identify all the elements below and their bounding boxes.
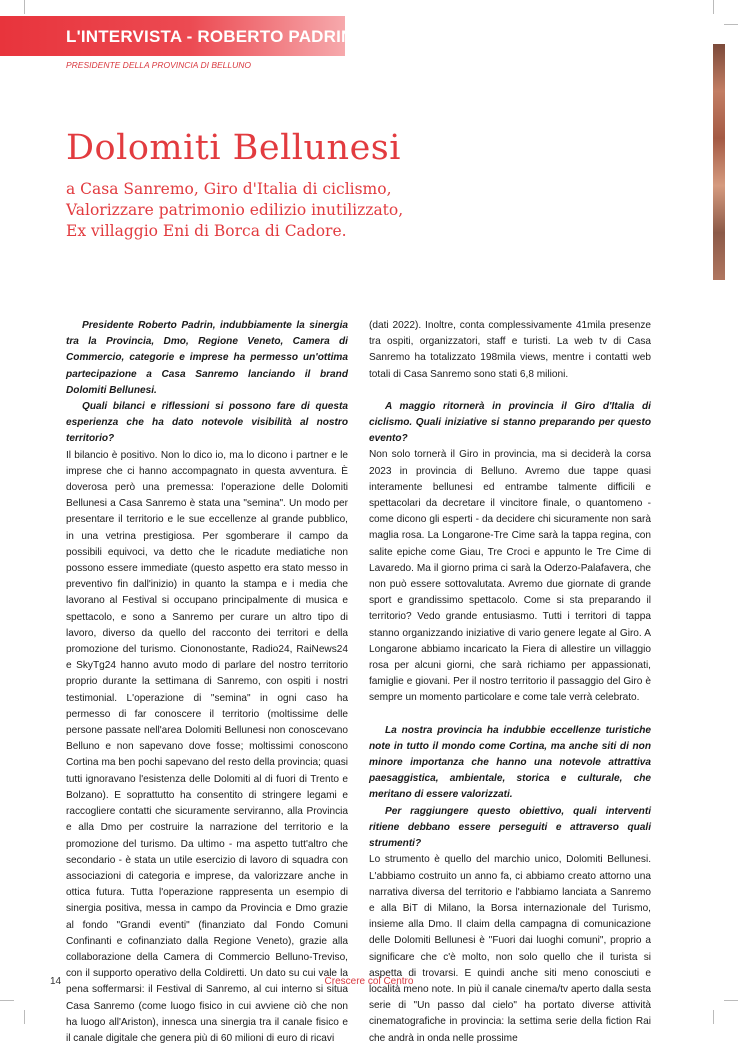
question: Quali bilanci e riflessioni si possono fare di questa esperienza che ha dato notevole visibilità al nostro territorio? (66, 401, 348, 445)
subtitle-line: a Casa Sanremo, Giro d'Italia di ciclismo, (66, 180, 392, 198)
question-intro: Presidente Roberto Padrin, indubbiamente la sinergia tra la Provincia, Dmo, Regione Veneto, Camera di Commercio, categorie e imprese ha permesso un'ottima partecipazione a Casa Sanremo lanciando il brand Dolomiti Bellunesi. (66, 320, 348, 396)
crop-mark (724, 1000, 738, 1001)
crop-mark (24, 0, 25, 14)
right-column (369, 318, 651, 1047)
subtitle-line: Valorizzare patrimonio edilizio inutilizzato, (66, 201, 404, 219)
article-title: Dolomiti Bellunesi (66, 128, 401, 168)
answer-paragraph: Il bilancio è positivo. Non lo dico io, ma lo dicono i partner e le imprese che ci hanno accompagnato in questa avventura. È doverosa però una premessa: l'operazione delle Dolomiti Bellunesi a Casa Sanremo è stata una "semina". Un modo per presentare il territorio e le sue eccellenze al grande pubblico, in una vetrina prestigiosa. Per sgomberare il campo da possibili equivoci, va detto che le ricadute mediatiche non possono essere immediate (questo aspetto era stato messo in preventivo fin dall'inizio) in quanto la stampa e i media che lavorano al Festival si occupano principalmente di musica e spettacolo, e sono a Sanremo per curare un altro tipo di lavoro, diverso da quello del racconto dei territori e della promozione del turismo. Ciononostante, Radio24, RaiNews24 e SkyTg24 hanno avuto modo di parlare del nostro territorio proprio durante la settimana di Sanremo, con ospiti i nostri testimonial. L'operazione di "semina" in ogni caso ha permesso di far conoscere il territorio (moltissime delle persone passate nell'area Dolomiti Bellunesi non conoscevano Belluno e non sapevano dove fosse; moltissimi conoscono Cortina ma ben pochi sapevano del resto della provincia; quasi tutti ignoravano l'esistenza delle Dolomiti al di fuori di Trento e Bolzano). E soprattutto ha consentito di stringere legami e raccogliere contatti che sicuramente serviranno, alla Provincia e alla Dmo per costruire la narrazione del territorio e la promozione del turismo. Da ultimo - ma aspetto tutt'altro che secondario - è stata un utile esercizio di lavoro di squadra con associazioni di categoria e imprese, da valorizzare anche in ottica futura. Tutta l'operazione rappresenta un esempio di sinergia positiva, messa in campo da Provincia e Dmo grazie al fondo "Grandi eventi" (finanziato dal Fondo Comuni Confinanti e cofinanziato dalla Regione Veneto), grazie alla collaborazione della Camera di Commercio Belluno-Treviso, con il supporto operativo della Coldiretti. Un dato su cui vale la pena soffermarsi: il Festival di Sanremo, al cui interno si situa Casa Sanremo (come luogo fisico in cui avviene ciò che non ha luogo all'Ariston), innesca una sinergia tra il canale fisico e il canale digitale che genera più di 60 milioni di euro di ricavi (66, 449, 348, 1044)
crop-mark (713, 1010, 714, 1024)
left-column (66, 318, 348, 1047)
crop-mark (0, 1000, 14, 1001)
crop-mark (713, 0, 714, 14)
answer-paragraph: Non solo tornerà il Giro in provincia, ma si deciderà la corsa 2023 in provincia di Belluno. Avremo due tappe quasi interamente bellunesi ed entrambe talmente difficili e spettacolari da decretare il vincitore finale, o quantomeno - come dicono gli esperti - da decidere chi sicuramente non sarà maglia rosa. La Longarone-Tre Cime sarà la tappa regina, con salite epiche come Giau, Tre Croci e appunto le Tre Cime di Lavaredo. Ma il giorno prima ci sarà la Oderzo-Palafavera, che non può essere sottovalutata. Avremo due giornate di grande sport e grandissimo spettacolo. Come si sta preparando il territorio? Vedo grande entusiasmo. Tutti i territori di tappa stanno organizzando iniziative di vario genere legate al Giro. A Longarone abbiamo incaricato la Fiera di allestire un villaggio rosa per alcuni giorni, che sarà richiamo per appassionati, famiglie e giovani. Per il nostro territorio il passaggio del Giro è sempre un momento particolare e come tale verrà celebrato. (369, 449, 651, 704)
article-subtitle (66, 179, 403, 242)
section-label: L'INTERVISTA - ROBERTO PADRIN (66, 27, 354, 46)
side-photo-strip (713, 44, 725, 280)
crop-mark (724, 24, 738, 25)
subtitle-line: Ex villaggio Eni di Borca di Cadore. (66, 222, 347, 240)
magazine-name: Crescere col Centro (324, 976, 414, 987)
question: A maggio ritornerà in provincia il Giro d'Italia di ciclismo. Quali iniziative si stanno preparando per questo evento? (369, 400, 651, 445)
interviewee-role: PRESIDENTE DELLA PROVINCIA DI BELLUNO (66, 60, 252, 70)
question-intro: La nostra provincia ha indubbie eccellenze turistiche note in tutto il mondo come Cortina, ma anche siti di non minore importanza che hanno una notevole attrattiva paesaggistica, ambientale, storica e culturale, che meritano di essere valorizzati. (369, 724, 651, 801)
page-number: 14 (50, 976, 62, 987)
crop-mark (24, 1010, 25, 1024)
answer-paragraph: (dati 2022). Inoltre, conta complessivamente 41mila presenze tra ospiti, organizzatori, staff e turisti. La web tv di Casa Sanremo ha totalizzato 198mila views, mentre i contatti web totali di Casa Sanremo sono stati 6,8 milioni. (369, 320, 651, 380)
answer-paragraph: Lo strumento è quello del marchio unico, Dolomiti Bellunesi. L'abbiamo costruito un anno fa, ci abbiamo creato attorno una narrativa diversa del territorio e l'abbiamo lanciata a Sanremo e alla BiT di Milano, la Borsa internazionale del Turismo, insieme alla Dmo. Il claim della campagna di comunicazione delle Dolomiti Bellunesi è "Fuori dai luoghi comuni", proprio a significare che c'è molto, non solo quello che il turista si aspetta di trovarsi. E quindi anche siti meno conosciuti e località meno note. In più il canale cinema/tv aperto dalla sesta serie di "Un passo dal cielo" ha portato diverse attività cinematografiche in provincia: la settima serie della fiction Rai che andrà in onda nelle prossime (369, 854, 651, 1044)
question: Per raggiungere questo obiettivo, quali interventi ritiene debbano essere perseguiti e attraverso quali strumenti? (369, 805, 651, 850)
